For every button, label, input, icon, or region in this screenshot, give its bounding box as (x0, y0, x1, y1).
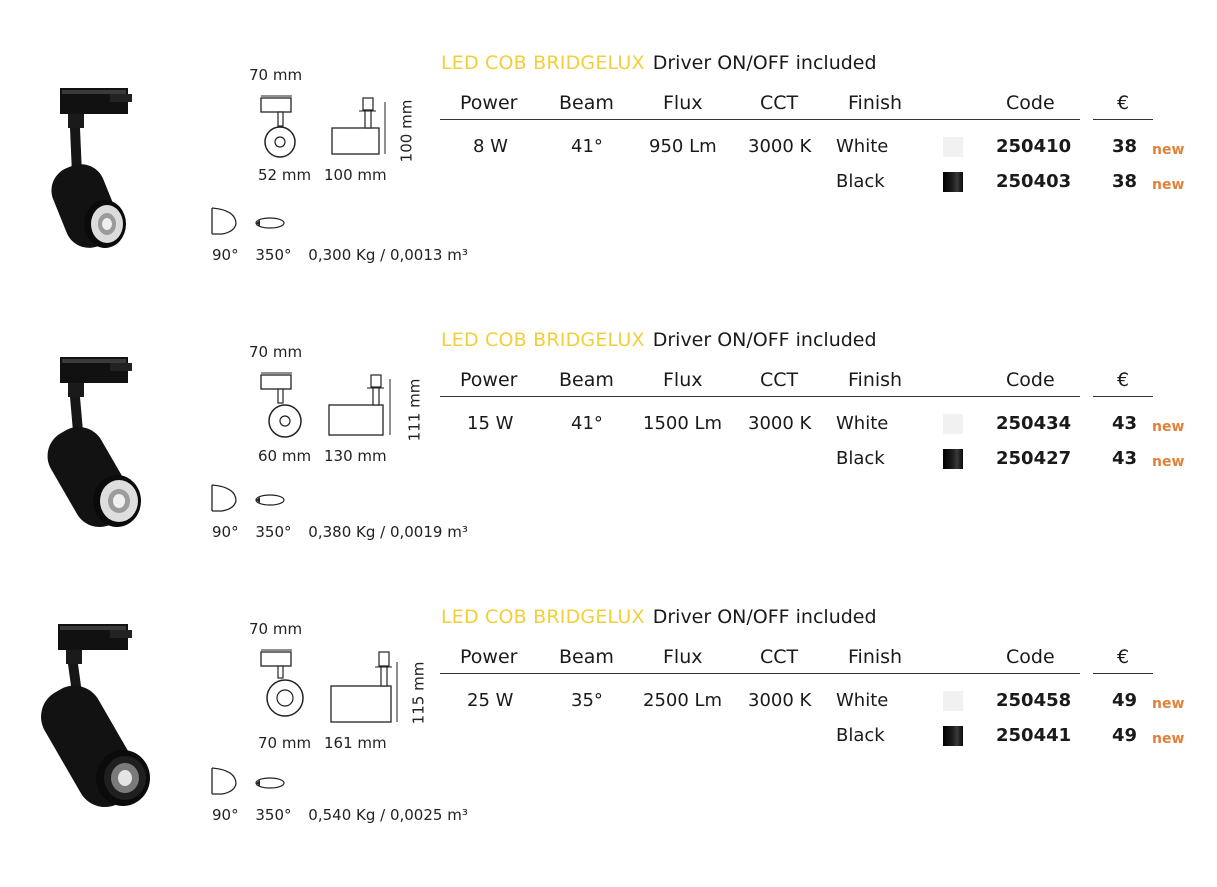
power-value: 8 W (473, 136, 508, 157)
tilt-value: 90° (212, 523, 239, 541)
rotation-icon (256, 218, 284, 228)
brand-label: LED COB BRIDGELUX (441, 329, 645, 351)
new-badge: new (1152, 731, 1185, 747)
new-badge: new (1152, 454, 1185, 470)
headline (441, 606, 877, 628)
cct-value: 3000 K (748, 136, 812, 157)
headline (441, 329, 877, 351)
new-badge: new (1152, 696, 1185, 712)
product-block-2 (0, 329, 1217, 610)
price-rule (1093, 673, 1153, 674)
swatch-black (943, 726, 963, 746)
header-flux: Flux (663, 646, 703, 668)
code-black: 250441 (996, 725, 1072, 746)
code-black: 250403 (996, 171, 1072, 192)
brand-label: LED COB BRIDGELUX (441, 52, 645, 74)
length-label: 100 mm (324, 166, 387, 184)
flux-value: 950 Lm (649, 136, 717, 157)
spec-line (212, 246, 480, 264)
diameter-label: 60 mm (258, 447, 312, 465)
table-rule (440, 396, 1080, 397)
header-price: € (1117, 369, 1130, 391)
price-white: 49 (1112, 690, 1138, 711)
track-spotlight-icon (0, 56, 200, 286)
swatch-white (943, 414, 963, 434)
price-rule (1093, 119, 1153, 120)
table-rule (440, 673, 1080, 674)
rotation-value: 350° (255, 246, 292, 264)
product-block-3 (0, 606, 1217, 887)
header-code: Code (1006, 92, 1055, 114)
top-width-label: 70 mm (249, 343, 303, 361)
driver-label: Driver ON/OFF included (652, 329, 877, 351)
length-label: 130 mm (324, 447, 387, 465)
header-finish: Finish (848, 646, 903, 668)
driver-label: Driver ON/OFF included (652, 606, 877, 628)
header-cct: CCT (760, 92, 799, 114)
tilt-value: 90° (212, 806, 239, 824)
finish-white: White (836, 690, 889, 711)
header-flux: Flux (663, 369, 703, 391)
rotation-value: 350° (255, 523, 292, 541)
beam-value: 35° (571, 690, 603, 711)
weight-volume-value: 0,300 Kg / 0,0013 m³ (308, 246, 468, 264)
swatch-white (943, 137, 963, 157)
code-white: 250434 (996, 413, 1072, 434)
swatch-black (943, 172, 963, 192)
header-beam: Beam (559, 646, 614, 668)
rotation-value: 350° (255, 806, 292, 824)
finish-white: White (836, 136, 889, 157)
weight-volume-value: 0,540 Kg / 0,0025 m³ (308, 806, 468, 824)
new-badge: new (1152, 419, 1185, 435)
swatch-white (943, 691, 963, 711)
header-finish: Finish (848, 92, 903, 114)
header-power: Power (460, 92, 518, 114)
dimension-diagram-icon (245, 610, 435, 760)
power-value: 15 W (467, 413, 514, 434)
product-block-1 (0, 52, 1217, 333)
track-spotlight-icon (0, 333, 200, 563)
tilt-value: 90° (212, 246, 239, 264)
header-code: Code (1006, 646, 1055, 668)
height-label: 115 mm (409, 661, 428, 725)
header-price: € (1117, 646, 1130, 668)
height-label: 111 mm (405, 378, 424, 442)
brand-label: LED COB BRIDGELUX (441, 606, 645, 628)
tilt-angle-icon (212, 208, 236, 234)
finish-black: Black (836, 448, 885, 469)
tilt-rotation-icons (208, 483, 288, 513)
flux-value: 1500 Lm (643, 413, 723, 434)
rotation-icon (256, 778, 284, 788)
spec-line (212, 806, 480, 824)
cct-value: 3000 K (748, 690, 812, 711)
price-rule (1093, 396, 1153, 397)
header-beam: Beam (559, 369, 614, 391)
header-flux: Flux (663, 92, 703, 114)
flux-value: 2500 Lm (643, 690, 723, 711)
price-black: 43 (1112, 448, 1138, 469)
weight-volume-value: 0,380 Kg / 0,0019 m³ (308, 523, 468, 541)
dimension-diagram-icon (245, 333, 435, 483)
top-width-label: 70 mm (249, 620, 303, 638)
cct-value: 3000 K (748, 413, 812, 434)
rotation-icon (256, 495, 284, 505)
finish-black: Black (836, 171, 885, 192)
headline (441, 52, 877, 74)
header-beam: Beam (559, 92, 614, 114)
code-white: 250458 (996, 690, 1072, 711)
header-cct: CCT (760, 646, 799, 668)
swatch-black (943, 449, 963, 469)
spec-line (212, 523, 480, 541)
tilt-angle-icon (212, 768, 236, 794)
header-power: Power (460, 369, 518, 391)
tilt-rotation-icons (208, 206, 288, 236)
price-black: 49 (1112, 725, 1138, 746)
new-badge: new (1152, 142, 1185, 158)
track-spotlight-icon (0, 610, 200, 840)
diameter-label: 52 mm (258, 166, 312, 184)
beam-value: 41° (571, 136, 603, 157)
finish-white: White (836, 413, 889, 434)
price-white: 43 (1112, 413, 1138, 434)
header-price: € (1117, 92, 1130, 114)
tilt-angle-icon (212, 485, 236, 511)
diameter-label: 70 mm (258, 734, 312, 752)
header-finish: Finish (848, 369, 903, 391)
price-white: 38 (1112, 136, 1138, 157)
code-white: 250410 (996, 136, 1072, 157)
finish-black: Black (836, 725, 885, 746)
power-value: 25 W (467, 690, 514, 711)
dimension-diagram-icon (245, 56, 435, 206)
header-power: Power (460, 646, 518, 668)
header-cct: CCT (760, 369, 799, 391)
table-rule (440, 119, 1080, 120)
new-badge: new (1152, 177, 1185, 193)
header-code: Code (1006, 369, 1055, 391)
height-label: 100 mm (397, 99, 416, 163)
driver-label: Driver ON/OFF included (652, 52, 877, 74)
length-label: 161 mm (324, 734, 387, 752)
tilt-rotation-icons (208, 766, 288, 796)
price-black: 38 (1112, 171, 1138, 192)
top-width-label: 70 mm (249, 66, 303, 84)
code-black: 250427 (996, 448, 1072, 469)
beam-value: 41° (571, 413, 603, 434)
